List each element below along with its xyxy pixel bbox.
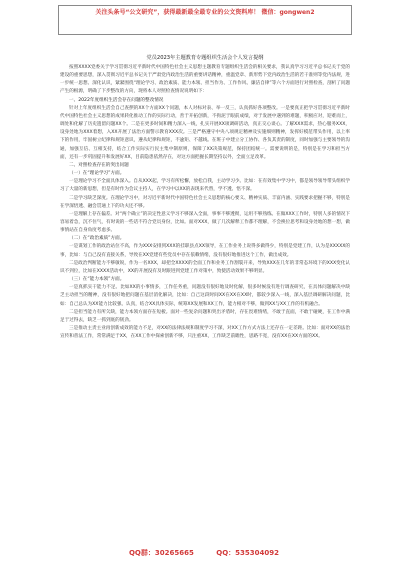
- footer-qq-group: QQ群：30265665: [128, 549, 194, 557]
- body-paragraph: 一是理解上存在偏差。对“两个确立”的决定性意义学习不够深入全面，事事不够透彻，运用不够熟练。在做XXX工作时，特别人多的情况下容易着急，沉不住气，有时说的一些话不符合党员身份，比如。面对XXX，做了几次解释工作都不理解，不会换位思考和设身处地的想一想，做事情站在自身角度考虑多。: [60, 211, 350, 234]
- section-heading: （二）在“政治素质”方面。: [69, 236, 125, 242]
- document-body: [60, 54, 350, 341]
- footer-contact: [0, 548, 408, 558]
- paragraph-list: [60, 64, 350, 341]
- body-paragraph: 按照XXXX党委关于学习贯彻习近平新时代中国特色社会主义思想主题教育专题组织生活会的相关要求，我认真学习习近平总书记关于党的建设的重要思想，深入贯彻习近平总书记关于严肃党内政治生活的重要讲话精神，重温党章、新形势下党内政治生活的若干准则等党内法规，进一步统一思想、深化认识，紧紧围绕“理论学习、政治素质、能力本领、担当作为、工作作风、廉洁自律”等六个方面进行对照检查，剖析了问题产生的根源，明确了下步整改的方向，现将本人对照检查情况说明如下：: [60, 65, 350, 95]
- body-paragraph: 二是学习缺乏深度。在理论学习中，对习近平新时代中国特色社会主义思想的核心要义、精神实质、丰富内涵、实践要求把握不够，特别是在学深悟透、融会贯通上下的功夫还不够。: [60, 195, 350, 209]
- section-heading: 一、2022年度组织生活会存在问题的整改情况: [69, 97, 164, 103]
- body-paragraph: 一是谋划工作的政治站位不高，作为XXX安排到XXX的挂职县点XX领导，在工作业务上说得多做得少，特别是党建工作，认为是XXXXX的事，比如：与自己没有直接关系，导致在XX党建有些党员中存在依赖情绪，没有很好地推进这个工作，做出成效。: [60, 244, 350, 258]
- body-paragraph: 二是担当能力有所欠缺，能力本领方面存在短板。面对一些复杂问题和突出矛盾时，存在畏难情绪，不敢于直面，不敢于碰硬，在工作中满足于过得去，缺乏一抓到底的韧劲。: [60, 309, 350, 323]
- section-heading: （三）在“能力本领”方面。: [69, 277, 125, 283]
- body-paragraph: 一是理论学习不全面具体深入。自从XXX起，学习有所松懈，放松自我，主动学习少。比如：在有效集中学习中，都是领导领导带头组织学习了大量的新思想，但是有时作为会议主持人，在学习中以XX的表现来代替，学不透、悟不深。: [60, 179, 350, 193]
- body-paragraph: 一是真抓实干能力不足。比如XX的小事情多，工作任务重，问题没有很好地及时化解，很多时候没有进行调查研究，在具体问题解决中缺乏主动担当的精神，没有很好地把问题在基层消化解决，比如：自己这段时间XX在XX在XX时，都较少深入一线，深入基层调研解决问题，比如：自己总认为XX能力比较强、认真，结合XX具体实际，统筹XX发展和XX工作，能力相对不够，做到XX与XX工作的有机融合。: [60, 285, 350, 307]
- body-paragraph: 三是推动主责主业再创新成效的能力不足，对XX的法律法规和制度学习不深，对XX工作方式方法上还存在一定差距。比如：面对XX的法治宣传和普法工作，常常满足于XX，在XX工作中探索创新不够，只注重XX，工作缺乏前瞻性，思路不宽，没有XX在XX方面的XX。: [60, 326, 350, 340]
- document-title: 党员2023年主题教育专题组织生活会个人发言提纲: [146, 55, 264, 61]
- section-heading: 二、对照检查存在的突出问题: [69, 162, 129, 168]
- banner-text-line1: 关注头条号“公文研究”，获得最新最全最专业的公文资料库！ 微信：gongwen2: [95, 9, 315, 16]
- footer-qq: QQ：535304092: [216, 549, 280, 557]
- body-paragraph: 针对上年度组织生活会自己查摆的XX个方面XX个问题，本人对标对表、举一反三，认真抓好各项整改。一是要真正把学习贯彻习近平新时代中国特色社会主义思想的成果转化推动工作的实际行动，善于开拓创新，不拘泥于眼前成绩，对于发展中遇到的难题，积极应对，迎难而上，调处和化解了历史遗留问题XX个。二是在更多时间和精力深入一线，扎实开展XX项调研活动，真正交心谈心。了解XXX需求，热心服务XXX，设身处地为XXX着想，入XX开展了法治方面警示教育XXX次。三是严格遵守中央八项规定精神及实施细则精神，发挥好模范带头作用，以上率下的作用，牢固树立纪律和规矩意识，遵从纪律和规矩，不逾矩、不越线。在班子中建立分工协作、各负其责的制度，同时加强与主要领导的沟通，加强互信、互相支持，结合工作实际实行民主集中制原则，保障了XX决策规范，保持团结统一。需要说明的是，特别是在学习和担当方面，还有一步巩固提升和发展好XX，目前隐患依然存在，对这方面把握长期坚持以外，全面立足改革。: [60, 105, 350, 160]
- header-banner: [58, 5, 352, 35]
- body-paragraph: 二是政治判断能力不够敏锐，作为一名XXX，却把全XXXX的全面工作和业务工作割裂开来，导致XXX在几年的非常态环境下的XXX变化认识不到位，比如在XXXX活动中，XX的开展没有及时跟进到党建工作对策中，致使活动效果不够明显。: [60, 260, 350, 274]
- section-heading: （一）在“理论学习”方面。: [69, 171, 125, 177]
